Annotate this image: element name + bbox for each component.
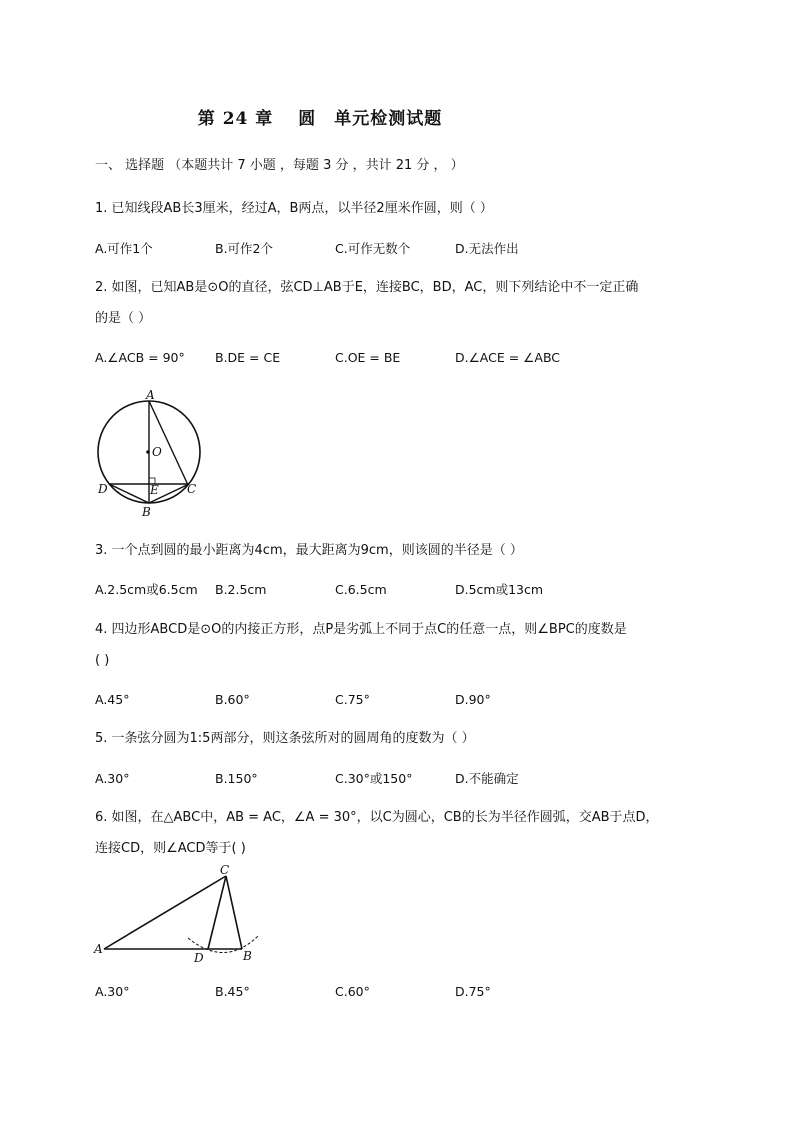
question-1-text: 1. 已知线段AB长3厘米，经过A，B两点，以半径2厘米作圆，则（ ）: [95, 201, 493, 216]
question-6-option-d[interactable]: D.75°: [455, 984, 491, 999]
question-2-option-c[interactable]: C.OE = BE: [335, 350, 401, 365]
question-6-option-c[interactable]: C.60°: [335, 984, 370, 999]
question-2-text-line-1: 2. 如图，已知AB是⊙O的直径，弦CD⊥AB于E，连接BC，BD，AC，则下列结论中不一定正确: [95, 280, 639, 295]
question-6-triangle-figure: [90, 862, 270, 972]
question-6-text-line-2: 连接CD，则∠ACD等于( ): [95, 841, 246, 856]
side-cb: [226, 876, 242, 949]
question-2-circle-figure: [90, 383, 210, 523]
question-5-text: 5. 一条弦分圆为1:5两部分，则这条弦所对的圆周角的度数为（ ）: [95, 731, 475, 746]
section-heading: 一、 选择题 （本题共计 7 小题 ，每题 3 分 ，共计 21 分 ， ）: [95, 158, 464, 173]
question-5-option-c[interactable]: C.30°或150°: [335, 771, 413, 786]
question-4-option-b[interactable]: B.60°: [215, 692, 250, 707]
question-4-option-d[interactable]: D.90°: [455, 692, 491, 707]
label-b: B: [142, 505, 151, 519]
center-point: [146, 450, 150, 454]
question-2-option-d[interactable]: D.∠ACE = ∠ABC: [455, 350, 561, 365]
question-3-option-a[interactable]: A.2.5cm或6.5cm: [95, 582, 198, 597]
question-1-option-b[interactable]: B.可作2个: [215, 241, 274, 256]
question-5-option-a[interactable]: A.30°: [95, 771, 130, 786]
label-o: O: [152, 445, 162, 459]
question-4-text-line-2: ( ): [95, 653, 110, 668]
question-4-text-line-1: 4. 四边形ABCD是⊙O的内接正方形，点P是劣弧上不同于点C的任意一点，则∠BPC的度数是: [95, 622, 627, 637]
label-c: C: [187, 482, 197, 496]
label-a: A: [146, 388, 155, 402]
question-6-option-b[interactable]: B.45°: [215, 984, 250, 999]
question-3-option-b[interactable]: B.2.5cm: [215, 582, 267, 597]
question-6-text-line-1: 6. 如图，在△ABC中，AB = AC，∠A = 30°，以C为圆心，CB的长为半径作圆弧，交AB于点D，: [95, 810, 659, 825]
question-2-option-b[interactable]: B.DE = CE: [215, 350, 281, 365]
question-4-option-c[interactable]: C.75°: [335, 692, 370, 707]
question-5-option-b[interactable]: B.150°: [215, 771, 258, 786]
question-1-option-d[interactable]: D.无法作出: [455, 241, 519, 256]
segment-cd: [208, 876, 226, 949]
question-6-option-a[interactable]: A.30°: [95, 984, 130, 999]
question-4-option-a[interactable]: A.45°: [95, 692, 130, 707]
question-3-option-c[interactable]: C.6.5cm: [335, 582, 387, 597]
segment-bd: [109, 484, 149, 503]
label-e: E: [150, 483, 159, 497]
label-d: D: [98, 482, 108, 496]
label-d: D: [194, 951, 204, 965]
page-title: 第 24 章 圆 单元检测试题: [197, 109, 443, 129]
label-c: C: [220, 863, 230, 877]
question-3-text: 3. 一个点到圆的最小距离为4cm，最大距离为9cm，则该圆的半径是（ ）: [95, 543, 523, 558]
question-1-option-a[interactable]: A.可作1个: [95, 241, 153, 256]
label-a: A: [94, 942, 103, 956]
question-3-option-d[interactable]: D.5cm或13cm: [455, 582, 544, 597]
label-b: B: [243, 949, 252, 963]
question-2-text-line-2: 的是（ ）: [95, 311, 152, 326]
question-1-option-c[interactable]: C.可作无数个: [335, 241, 411, 256]
question-5-option-d[interactable]: D.不能确定: [455, 771, 519, 786]
side-ac: [104, 876, 226, 949]
question-2-option-a[interactable]: A.∠ACB = 90°: [95, 350, 185, 365]
